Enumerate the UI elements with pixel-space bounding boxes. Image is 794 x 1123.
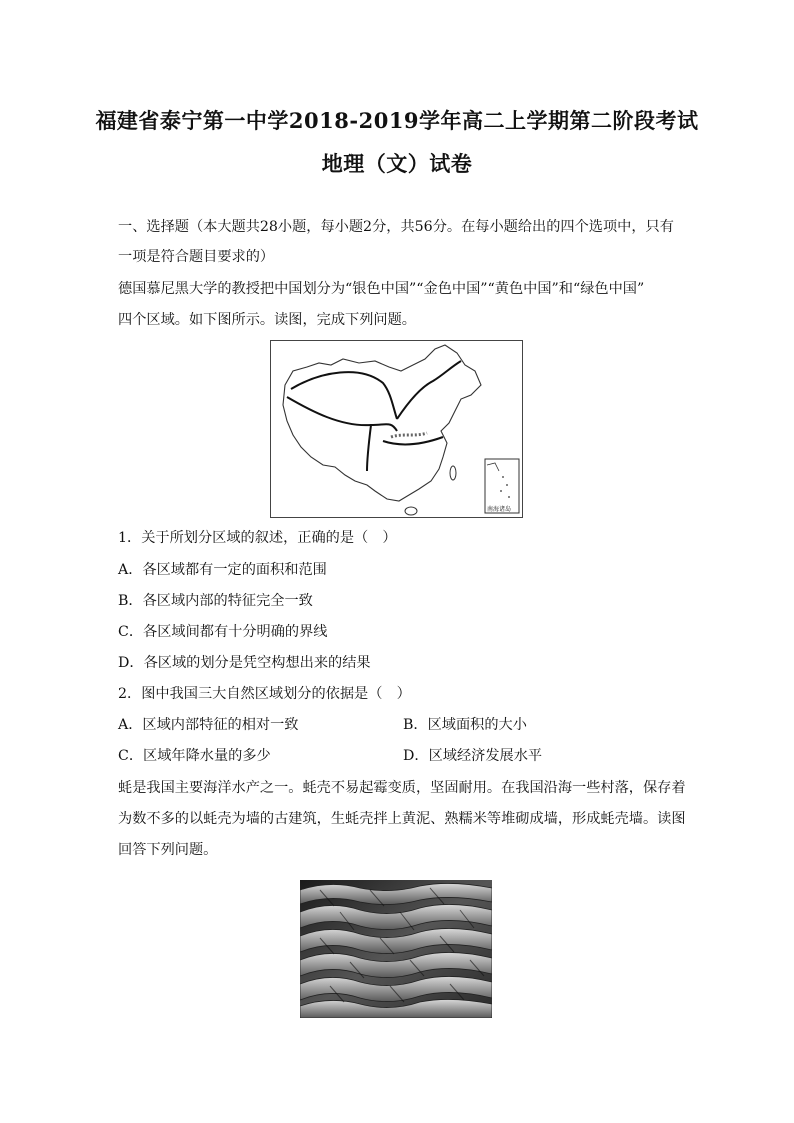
exam-title-line1: 福建省泰宁第一中学2018-2019学年高二上学期第二阶段考试: [95, 108, 699, 133]
material1-line1: 德国慕尼黑大学的教授把中国划分为“银色中国”“金色中国”“黄色中国”和“绿色中国”: [118, 281, 645, 297]
q1-option-c: C．各区域间都有十分明确的界线: [118, 624, 328, 640]
q2-option-a: A．区域内部特征的相对一致: [118, 717, 299, 733]
yellow-river-band: [391, 433, 427, 437]
boundary-silver-gold: [287, 397, 397, 431]
material2-line3: 回答下列问题。: [118, 842, 218, 858]
boundary-south: [367, 425, 371, 471]
hainan-island: [405, 507, 417, 515]
exam-title-line2: 地理（文）试卷: [321, 151, 473, 176]
china-region-map: [270, 340, 523, 518]
q1-option-a: A．各区域都有一定的面积和范围: [118, 562, 327, 578]
q1-option-b: B．各区域内部的特征完全一致: [118, 593, 313, 609]
material1-line2: 四个区域。如下图所示。读图，完成下列问题。: [118, 312, 416, 328]
section-heading-line1: 一、选择题（本大题共28小题，每小题2分，共56分。在每小题给出的四个选项中，只有: [118, 219, 674, 235]
section-heading-line2: 一项是符合题目要求的）: [118, 249, 275, 265]
boundary-northeast: [397, 361, 461, 419]
boundary-north-arc: [291, 372, 397, 419]
q2-option-c: C．区域年降水量的多少: [118, 748, 271, 764]
inset-label: 南海诸岛: [487, 506, 512, 513]
taiwan-island: [450, 466, 456, 480]
q1-option-d: D．各区域的划分是凭空构想出来的结果: [118, 655, 371, 671]
oyster-wall-svg: [300, 880, 492, 1018]
q2-option-b: B．区域面积的大小: [403, 717, 527, 733]
inset-frame: [485, 459, 519, 513]
q1-stem: 1．关于所划分区域的叙述，正确的是（ ）: [118, 530, 397, 546]
material2-line1: 蚝是我国主要海洋水产之一。蚝壳不易起霉变质，坚固耐用。在我国沿海一些村落，保存着: [118, 780, 686, 796]
q2-stem: 2．图中我国三大自然区域划分的依据是（ ）: [118, 686, 411, 702]
q2-option-d: D．区域经济发展水平: [403, 748, 543, 764]
oyster-shell-wall-photo: [300, 880, 492, 1018]
china-map-svg: [271, 341, 522, 517]
material2-line2: 为数不多的以蚝壳为墙的古建筑，生蚝壳拌上黄泥、熟糯米等堆砌成墙，形成蚝壳墙。读图: [118, 811, 686, 827]
